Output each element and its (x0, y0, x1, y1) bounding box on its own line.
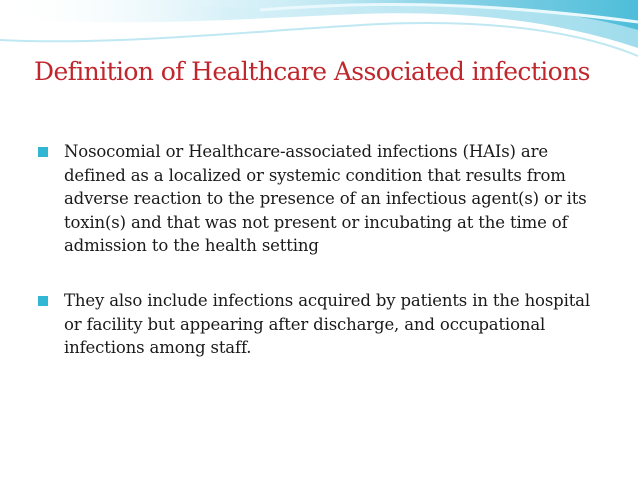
bullet-item-additional (38, 289, 602, 360)
bullet-list (38, 140, 602, 360)
bullet-item-definition (38, 140, 602, 258)
bullet-text: They also include infections acquired by patients in the hospital or facility but appearing after discharge, and occupational infections among staff. (64, 290, 590, 358)
bullet-text: Nosocomial or Healthcare-associated infections (HAIs) are defined as a localized or systemic condition that results from adverse reaction to the presence of an infectious agent(s) or its toxin(s) and that was not present or incubating at the time of admission to the health setting (64, 142, 587, 256)
slide-title: Definition of Healthcare Associated infections (34, 57, 590, 86)
square-bullet-icon (38, 147, 48, 157)
square-bullet-icon (38, 296, 48, 306)
